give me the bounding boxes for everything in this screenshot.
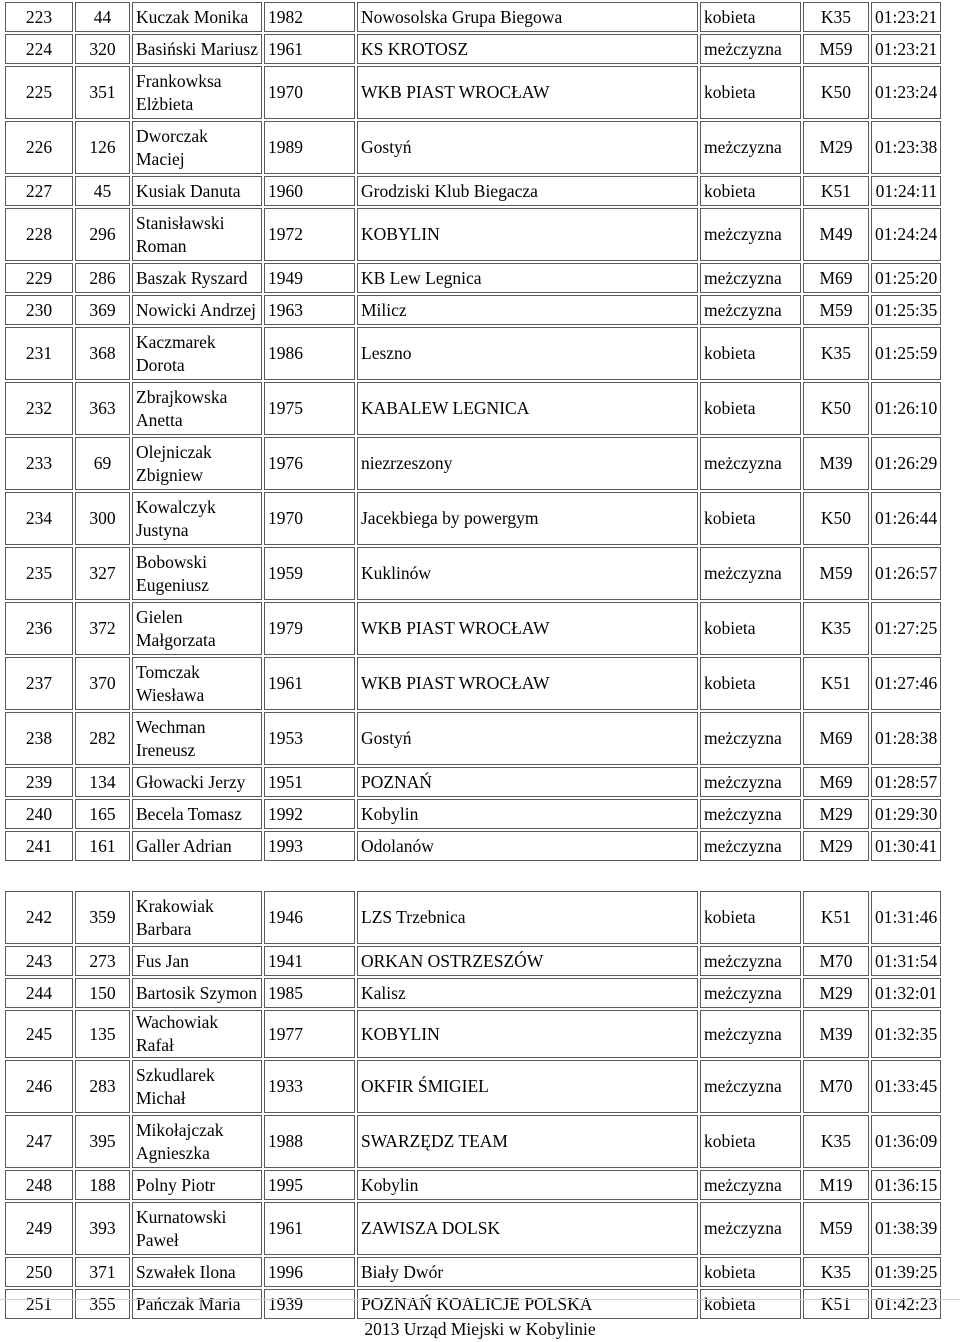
year-cell: 1941 [264,946,355,976]
gender-cell: meżczyzna [700,437,801,490]
gender-cell: meżczyzna [700,831,801,861]
time-cell: 01:23:24 [871,66,941,119]
gender-cell: meżczyzna [700,121,801,174]
name-cell: Wachowiak Rafał [132,1010,262,1058]
name-cell: Becela Tomasz [132,799,262,829]
table-row [5,657,941,710]
bib-cell: 359 [75,891,130,944]
time-cell: 01:25:59 [871,327,941,380]
table-row [5,831,941,861]
bib-cell: 395 [75,1115,130,1168]
bib-cell: 69 [75,437,130,490]
year-cell: 1960 [264,176,355,206]
table-row [5,382,941,435]
category-cell: K50 [803,66,869,119]
table-row [5,437,941,490]
club-cell: ORKAN OSTRZESZÓW [357,946,698,976]
year-cell: 1961 [264,1202,355,1255]
time-cell: 01:36:15 [871,1170,941,1200]
club-cell: Kobylin [357,1170,698,1200]
place-cell: 233 [5,437,73,490]
table-row [5,1202,941,1255]
club-cell: LZS Trzebnica [357,891,698,944]
bib-cell: 371 [75,1257,130,1287]
bib-cell: 165 [75,799,130,829]
year-cell: 1988 [264,1115,355,1168]
name-cell: Dworczak Maciej [132,121,262,174]
name-cell: Polny Piotr [132,1170,262,1200]
category-cell: K35 [803,1115,869,1168]
bib-cell: 363 [75,382,130,435]
name-cell: Mikołajczak Agnieszka [132,1115,262,1168]
gender-cell: kobieta [700,382,801,435]
bib-cell: 372 [75,602,130,655]
gender-cell: kobieta [700,1289,801,1319]
place-cell: 243 [5,946,73,976]
category-cell: K35 [803,602,869,655]
bib-cell: 355 [75,1289,130,1319]
bib-cell: 150 [75,978,130,1008]
club-cell: WKB PIAST WROCŁAW [357,66,698,119]
gender-cell: kobieta [700,176,801,206]
table-row [5,799,941,829]
name-cell: Kurnatowski Paweł [132,1202,262,1255]
place-cell: 239 [5,767,73,797]
place-cell: 236 [5,602,73,655]
bib-cell: 188 [75,1170,130,1200]
name-cell: Galler Adrian [132,831,262,861]
club-cell: Gostyń [357,121,698,174]
time-cell: 01:38:39 [871,1202,941,1255]
gender-cell: kobieta [700,66,801,119]
gender-cell: meżczyzna [700,1010,801,1058]
club-cell: Gostyń [357,712,698,765]
category-cell: M29 [803,978,869,1008]
place-cell: 223 [5,2,73,32]
club-cell: POZNAŃ [357,767,698,797]
bib-cell: 283 [75,1060,130,1113]
name-cell: Frankowksa Elżbieta [132,66,262,119]
table-row [5,547,941,600]
category-cell: M29 [803,831,869,861]
time-cell: 01:24:11 [871,176,941,206]
gender-cell: meżczyzna [700,295,801,325]
year-cell: 1977 [264,1010,355,1058]
club-cell: WKB PIAST WROCŁAW [357,657,698,710]
bib-cell: 286 [75,263,130,293]
place-cell: 228 [5,208,73,261]
bib-cell: 45 [75,176,130,206]
gender-cell: kobieta [700,1257,801,1287]
gender-cell: meżczyzna [700,1060,801,1113]
time-cell: 01:26:57 [871,547,941,600]
table-row [5,946,941,976]
name-cell: Krakowiak Barbara [132,891,262,944]
bib-cell: 368 [75,327,130,380]
year-cell: 1949 [264,263,355,293]
club-cell: Leszno [357,327,698,380]
category-cell: K50 [803,492,869,545]
club-cell: KB Lew Legnica [357,263,698,293]
results-body [5,2,941,1319]
name-cell: Basiński Mariusz [132,34,262,64]
bib-cell: 273 [75,946,130,976]
year-cell: 1972 [264,208,355,261]
year-cell: 1970 [264,66,355,119]
category-cell: M59 [803,34,869,64]
category-cell: M69 [803,767,869,797]
gender-cell: kobieta [700,492,801,545]
table-row [5,176,941,206]
name-cell: Fus Jan [132,946,262,976]
time-cell: 01:31:46 [871,891,941,944]
place-cell: 242 [5,891,73,944]
bib-cell: 369 [75,295,130,325]
category-cell: M69 [803,712,869,765]
bib-cell: 320 [75,34,130,64]
bib-cell: 161 [75,831,130,861]
time-cell: 01:39:25 [871,1257,941,1287]
gender-cell: meżczyzna [700,799,801,829]
name-cell: Wechman Ireneusz [132,712,262,765]
place-cell: 250 [5,1257,73,1287]
category-cell: M70 [803,1060,869,1113]
club-cell: KOBYLIN [357,1010,698,1058]
table-row [5,263,941,293]
club-cell: Kuklinów [357,547,698,600]
club-cell: KOBYLIN [357,208,698,261]
place-cell: 225 [5,66,73,119]
table-row [5,295,941,325]
category-cell: K35 [803,327,869,380]
table-row [5,2,941,32]
category-cell: K35 [803,2,869,32]
table-row [5,767,941,797]
name-cell: Kuczak Monika [132,2,262,32]
table-row [5,712,941,765]
category-cell: M39 [803,1010,869,1058]
time-cell: 01:29:30 [871,799,941,829]
gender-cell: kobieta [700,891,801,944]
place-cell: 251 [5,1289,73,1319]
place-cell: 234 [5,492,73,545]
place-cell: 231 [5,327,73,380]
year-cell: 1963 [264,295,355,325]
place-cell: 229 [5,263,73,293]
place-cell: 241 [5,831,73,861]
club-cell: Milicz [357,295,698,325]
time-cell: 01:32:35 [871,1010,941,1058]
gender-cell: meżczyzna [700,34,801,64]
name-cell: Gielen Małgorzata [132,602,262,655]
place-cell: 227 [5,176,73,206]
gender-cell: kobieta [700,602,801,655]
gender-cell: kobieta [700,327,801,380]
gender-cell: meżczyzna [700,712,801,765]
time-cell: 01:27:46 [871,657,941,710]
year-cell: 1959 [264,547,355,600]
category-cell: M49 [803,208,869,261]
bib-cell: 296 [75,208,130,261]
year-cell: 1996 [264,1257,355,1287]
table-row [5,602,941,655]
gender-cell: kobieta [700,657,801,710]
name-cell: Bartosik Szymon [132,978,262,1008]
bib-cell: 135 [75,1010,130,1058]
name-cell: Tomczak Wiesława [132,657,262,710]
time-cell: 01:23:38 [871,121,941,174]
place-cell: 224 [5,34,73,64]
time-cell: 01:26:29 [871,437,941,490]
time-cell: 01:26:10 [871,382,941,435]
table-row [5,1289,941,1319]
place-cell: 245 [5,1010,73,1058]
bib-cell: 351 [75,66,130,119]
time-cell: 01:23:21 [871,2,941,32]
time-cell: 01:26:44 [871,492,941,545]
year-cell: 1982 [264,2,355,32]
table-row [5,1257,941,1287]
time-cell: 01:25:35 [871,295,941,325]
time-cell: 01:33:45 [871,1060,941,1113]
gender-cell: meżczyzna [700,1170,801,1200]
time-cell: 01:31:54 [871,946,941,976]
club-cell: Kobylin [357,799,698,829]
category-cell: M69 [803,263,869,293]
gender-cell: meżczyzna [700,547,801,600]
club-cell: WKB PIAST WROCŁAW [357,602,698,655]
club-cell: SWARZĘDZ TEAM [357,1115,698,1168]
footer-divider [0,1299,960,1300]
year-cell: 1985 [264,978,355,1008]
year-cell: 1976 [264,437,355,490]
club-cell: Jacekbiega by powergym [357,492,698,545]
gender-cell: meżczyzna [700,1202,801,1255]
time-cell: 01:25:20 [871,263,941,293]
year-cell: 1979 [264,602,355,655]
row-gap [5,863,941,889]
time-cell: 01:27:25 [871,602,941,655]
gender-cell: meżczyzna [700,767,801,797]
name-cell: Pańczak Maria [132,1289,262,1319]
place-cell: 235 [5,547,73,600]
table-row [5,327,941,380]
footer-text: 2013 Urząd Miejski w Kobylinie [364,1319,596,1339]
name-cell: Bobowski Eugeniusz [132,547,262,600]
category-cell: K51 [803,891,869,944]
category-cell: K51 [803,176,869,206]
category-cell: K50 [803,382,869,435]
year-cell: 1992 [264,799,355,829]
gender-cell: kobieta [700,1115,801,1168]
place-cell: 230 [5,295,73,325]
year-cell: 1961 [264,34,355,64]
name-cell: Szkudlarek Michał [132,1060,262,1113]
name-cell: Stanisławski Roman [132,208,262,261]
year-cell: 1986 [264,327,355,380]
year-cell: 1946 [264,891,355,944]
table-row [5,492,941,545]
name-cell: Nowicki Andrzej [132,295,262,325]
category-cell: M29 [803,121,869,174]
club-cell: Kalisz [357,978,698,1008]
club-cell: Grodziski Klub Biegacza [357,176,698,206]
club-cell: Nowosolska Grupa Biegowa [357,2,698,32]
place-cell: 244 [5,978,73,1008]
year-cell: 1989 [264,121,355,174]
name-cell: Baszak Ryszard [132,263,262,293]
place-cell: 240 [5,799,73,829]
club-cell: Odolanów [357,831,698,861]
table-row [5,34,941,64]
category-cell: K35 [803,1257,869,1287]
year-cell: 1975 [264,382,355,435]
gender-cell: meżczyzna [700,208,801,261]
results-table [3,0,943,1321]
year-cell: 1993 [264,831,355,861]
place-cell: 232 [5,382,73,435]
place-cell: 226 [5,121,73,174]
club-cell: ZAWISZA DOLSK [357,1202,698,1255]
name-cell: Olejniczak Zbigniew [132,437,262,490]
bib-cell: 282 [75,712,130,765]
table-row [5,978,941,1008]
table-row [5,208,941,261]
club-cell: Biały Dwór [357,1257,698,1287]
gender-cell: meżczyzna [700,946,801,976]
year-cell: 1953 [264,712,355,765]
category-cell: M59 [803,1202,869,1255]
category-cell: M59 [803,547,869,600]
table-row [5,1010,941,1058]
name-cell: Zbrajkowska Anetta [132,382,262,435]
year-cell: 1961 [264,657,355,710]
bib-cell: 393 [75,1202,130,1255]
table-row [5,1060,941,1113]
place-cell: 246 [5,1060,73,1113]
place-cell: 238 [5,712,73,765]
name-cell: Kowalczyk Justyna [132,492,262,545]
year-cell: 1995 [264,1170,355,1200]
name-cell: Kaczmarek Dorota [132,327,262,380]
club-cell: OKFIR ŚMIGIEL [357,1060,698,1113]
time-cell: 01:24:24 [871,208,941,261]
time-cell: 01:32:01 [871,978,941,1008]
table-row [5,66,941,119]
table-row [5,891,941,944]
year-cell: 1939 [264,1289,355,1319]
club-cell: KABALEW LEGNICA [357,382,698,435]
time-cell: 01:30:41 [871,831,941,861]
bib-cell: 327 [75,547,130,600]
year-cell: 1970 [264,492,355,545]
category-cell: M70 [803,946,869,976]
category-cell: M59 [803,295,869,325]
name-cell: Szwałek Ilona [132,1257,262,1287]
gender-cell: kobieta [700,2,801,32]
category-cell: M29 [803,799,869,829]
bib-cell: 44 [75,2,130,32]
name-cell: Kusiak Danuta [132,176,262,206]
category-cell: K51 [803,1289,869,1319]
bib-cell: 300 [75,492,130,545]
time-cell: 01:36:09 [871,1115,941,1168]
bib-cell: 370 [75,657,130,710]
year-cell: 1933 [264,1060,355,1113]
row-gap-cell [5,863,941,889]
place-cell: 247 [5,1115,73,1168]
place-cell: 237 [5,657,73,710]
category-cell: K51 [803,657,869,710]
bib-cell: 134 [75,767,130,797]
table-row [5,1170,941,1200]
gender-cell: meżczyzna [700,978,801,1008]
place-cell: 248 [5,1170,73,1200]
club-cell: KS KROTOSZ [357,34,698,64]
table-row [5,1115,941,1168]
time-cell: 01:42:23 [871,1289,941,1319]
time-cell: 01:28:38 [871,712,941,765]
club-cell: niezrzeszony [357,437,698,490]
category-cell: M39 [803,437,869,490]
category-cell: M19 [803,1170,869,1200]
place-cell: 249 [5,1202,73,1255]
time-cell: 01:28:57 [871,767,941,797]
table-row [5,121,941,174]
gender-cell: meżczyzna [700,263,801,293]
club-cell: POZNAŃ KOALICJE POLSKA [357,1289,698,1319]
year-cell: 1951 [264,767,355,797]
name-cell: Głowacki Jerzy [132,767,262,797]
time-cell: 01:23:21 [871,34,941,64]
bib-cell: 126 [75,121,130,174]
